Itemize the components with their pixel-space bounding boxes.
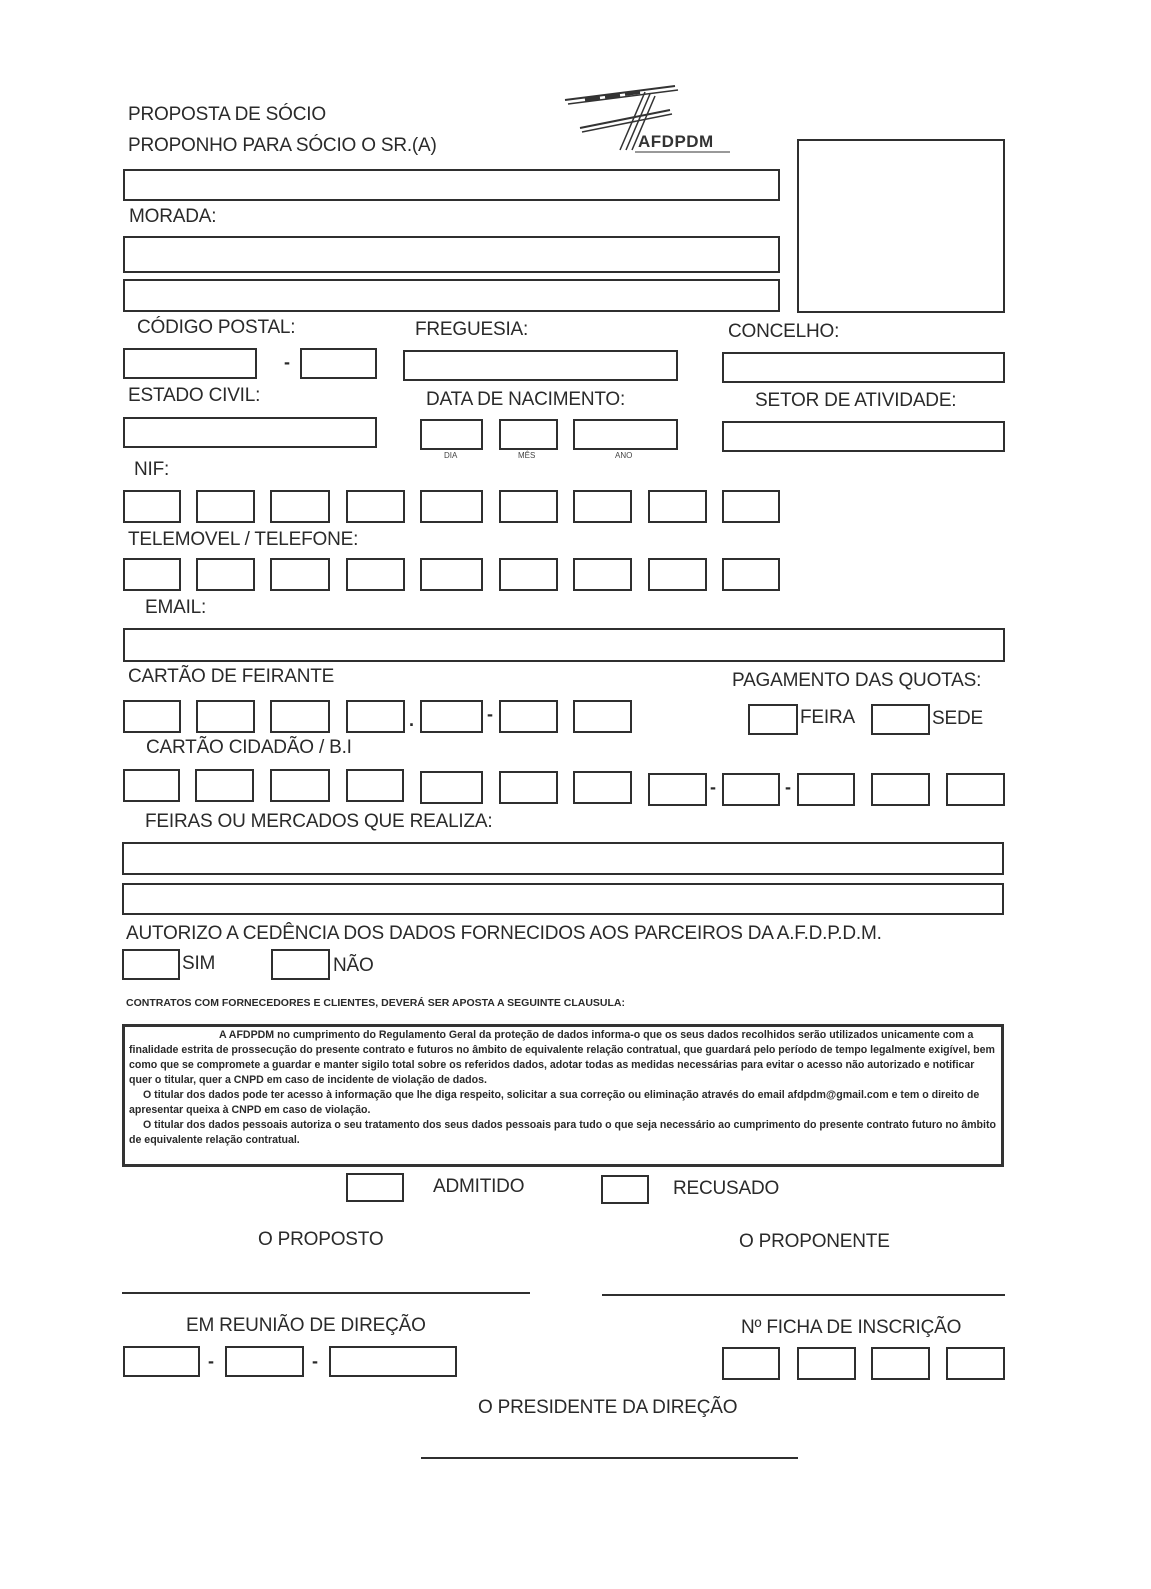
presidente-signature-line[interactable] [421, 1457, 798, 1459]
data-protection-clause [122, 1024, 1004, 1167]
feirante-digit[interactable] [196, 700, 255, 733]
setor-atividade-field[interactable] [722, 421, 1005, 452]
morada-label: MORADA: [129, 206, 217, 227]
admitido-checkbox[interactable] [346, 1173, 404, 1202]
o-proposto-label: O PROPOSTO [258, 1229, 384, 1250]
nif-digit[interactable] [499, 490, 558, 523]
o-proponente-label: O PROPONENTE [739, 1231, 890, 1252]
ficha-digit[interactable] [797, 1347, 856, 1380]
admitido-label: ADMITIDO [433, 1176, 525, 1197]
phone-digit[interactable] [346, 558, 405, 591]
ficha-digit[interactable] [871, 1347, 930, 1380]
sim-checkbox[interactable] [122, 949, 180, 980]
phone-digit[interactable] [270, 558, 330, 591]
estado-civil-label: ESTADO CIVIL: [128, 385, 261, 406]
cc-digit[interactable] [797, 773, 855, 806]
pagamento-quotas-label: PAGAMENTO DAS QUOTAS: [732, 670, 982, 691]
morada-field-1[interactable] [123, 236, 780, 273]
cc-dash: - [710, 777, 716, 797]
feirante-digit[interactable] [123, 700, 181, 733]
reuniao-year-field[interactable] [329, 1346, 457, 1377]
proposto-signature-line[interactable] [122, 1292, 530, 1294]
sim-label: SIM [182, 953, 216, 974]
cc-dash: - [785, 777, 791, 797]
feirante-digit[interactable] [573, 700, 632, 733]
cc-digit[interactable] [420, 771, 483, 804]
phone-digit[interactable] [573, 558, 632, 591]
feirante-dash: - [487, 704, 493, 724]
email-label: EMAIL: [145, 597, 207, 618]
phone-digit[interactable] [420, 558, 483, 591]
feirante-digit[interactable] [420, 700, 483, 733]
setor-atividade-label: SETOR DE ATIVIDADE: [755, 390, 957, 411]
postal-code-part-1[interactable] [123, 348, 257, 379]
clause-paragraph: A AFDPDM no cumprimento do Regulamento Geral da proteção de dados informa-o que os seus dados recolhidos serão utilizados unicamente com a finalidade estrita de prossecução do presente contrato e futuros no âmbito de equivalente relação contratual, que guardará pelo período de tempo legalmente exigível, bem como que se compromete a guardar e manter sigilo total sobre os referidos dados, adotar todas as medidas necessárias para evitar o acesso não autorizado e notificar quer o titular, quer a CNPD em caso de incidente de violação de dados. [129, 1029, 995, 1086]
postal-dash: - [284, 352, 290, 372]
feirante-digit[interactable] [499, 700, 558, 733]
feirante-dot: . [409, 710, 415, 730]
logo-text: AFDPDM [638, 132, 714, 151]
phone-digit[interactable] [499, 558, 558, 591]
cc-digit[interactable] [195, 769, 254, 802]
nif-digit[interactable] [346, 490, 405, 523]
freguesia-field[interactable] [403, 350, 678, 381]
nao-checkbox[interactable] [271, 949, 330, 980]
clause-paragraph: O titular dos dados pessoais autoriza o seu tratamento dos seus dados pessoais para tudo o que seja necessário ao cumprimento do presente contrato futuro no âmbito de equivalente relação contratual. [129, 1119, 996, 1146]
cc-digit[interactable] [499, 771, 558, 804]
nif-digit[interactable] [648, 490, 707, 523]
cc-digit[interactable] [722, 773, 780, 806]
phone-digit[interactable] [123, 558, 181, 591]
clause-paragraph: O titular dos dados pode ter acesso à informação que lhe diga respeito, solicitar a sua correção ou eliminação através do email afdpdm@gmail.com e tem o direito de apresentar queixa à CNPD em caso de violação. [129, 1089, 980, 1116]
cartao-cidadao-label: CARTÃO CIDADÃO / B.I [146, 737, 352, 758]
cc-digit[interactable] [946, 773, 1005, 806]
feira-label: FEIRA [800, 707, 855, 728]
reuniao-month-field[interactable] [225, 1346, 304, 1377]
name-field[interactable] [123, 169, 780, 201]
birth-year-field[interactable] [573, 419, 678, 450]
reuniao-dash: - [312, 1351, 318, 1371]
feirante-digit[interactable] [270, 700, 330, 733]
nif-digit[interactable] [573, 490, 632, 523]
sede-label: SEDE [932, 708, 983, 729]
nif-digit[interactable] [196, 490, 255, 523]
cc-digit[interactable] [270, 769, 330, 802]
concelho-label: CONCELHO: [728, 321, 840, 342]
dia-caption: DIA [444, 451, 458, 460]
recusado-checkbox[interactable] [601, 1175, 649, 1204]
postal-code-part-2[interactable] [300, 348, 377, 379]
form-subtitle: PROPONHO PARA SÓCIO O SR.(A) [128, 135, 437, 156]
cc-digit[interactable] [346, 769, 404, 802]
birth-day-field[interactable] [420, 419, 483, 450]
proponente-signature-line[interactable] [602, 1294, 1005, 1296]
ficha-digit[interactable] [722, 1347, 780, 1380]
ficha-digit[interactable] [946, 1347, 1005, 1380]
contratos-heading: CONTRATOS COM FORNECEDORES E CLIENTES, DEVERÁ SER APOSTA A SEGUINTE CLAUSULA: [126, 997, 625, 1009]
cc-digit[interactable] [123, 769, 180, 802]
birth-month-field[interactable] [499, 419, 558, 450]
cc-digit[interactable] [573, 771, 632, 804]
cc-digit[interactable] [648, 773, 707, 806]
phone-digit[interactable] [196, 558, 255, 591]
feiras-field-2[interactable] [122, 883, 1004, 915]
ano-caption: ANO [615, 451, 633, 460]
n-ficha-label: Nº FICHA DE INSCRIÇÃO [741, 1317, 962, 1338]
reuniao-day-field[interactable] [123, 1346, 200, 1377]
data-nascimento-label: DATA DE NACIMENTO: [426, 389, 626, 410]
presidente-label: O PRESIDENTE DA DIREÇÃO [478, 1397, 738, 1418]
email-field[interactable] [123, 628, 1005, 662]
sede-checkbox[interactable] [871, 704, 930, 735]
phone-digit[interactable] [648, 558, 707, 591]
nif-label: NIF: [134, 459, 170, 480]
feiras-field-1[interactable] [122, 842, 1004, 875]
concelho-field[interactable] [722, 352, 1005, 383]
autorizo-label: AUTORIZO A CEDÊNCIA DOS DADOS FORNECIDOS AOS PARCEIROS DA A.F.D.P.D.M. [126, 923, 882, 944]
cartao-feirante-label: CARTÃO DE FEIRANTE [128, 666, 335, 687]
cc-digit[interactable] [871, 773, 930, 806]
freguesia-label: FREGUESIA: [415, 319, 529, 340]
nao-label: NÃO [333, 955, 374, 976]
nif-digit[interactable] [270, 490, 330, 523]
codigo-postal-label: CÓDIGO POSTAL: [137, 317, 296, 338]
photo-box[interactable] [797, 139, 1005, 313]
estado-civil-field[interactable] [123, 417, 377, 448]
feira-checkbox[interactable] [748, 704, 798, 735]
morada-field-2[interactable] [123, 279, 780, 312]
nif-digit[interactable] [722, 490, 780, 523]
telemovel-label: TELEMOVEL / TELEFONE: [128, 529, 359, 550]
recusado-label: RECUSADO [673, 1178, 780, 1199]
em-reuniao-label: EM REUNIÃO DE DIREÇÃO [186, 1315, 426, 1336]
reuniao-dash: - [208, 1351, 214, 1371]
nif-digit[interactable] [420, 490, 483, 523]
mes-caption: MÊS [518, 451, 536, 460]
phone-digit[interactable] [722, 558, 780, 591]
feirante-digit[interactable] [346, 700, 405, 733]
feiras-mercados-label: FEIRAS OU MERCADOS QUE REALIZA: [145, 811, 493, 832]
afdpdm-logo [560, 80, 740, 160]
nif-digit[interactable] [123, 490, 181, 523]
form-title: PROPOSTA DE SÓCIO [128, 104, 326, 125]
